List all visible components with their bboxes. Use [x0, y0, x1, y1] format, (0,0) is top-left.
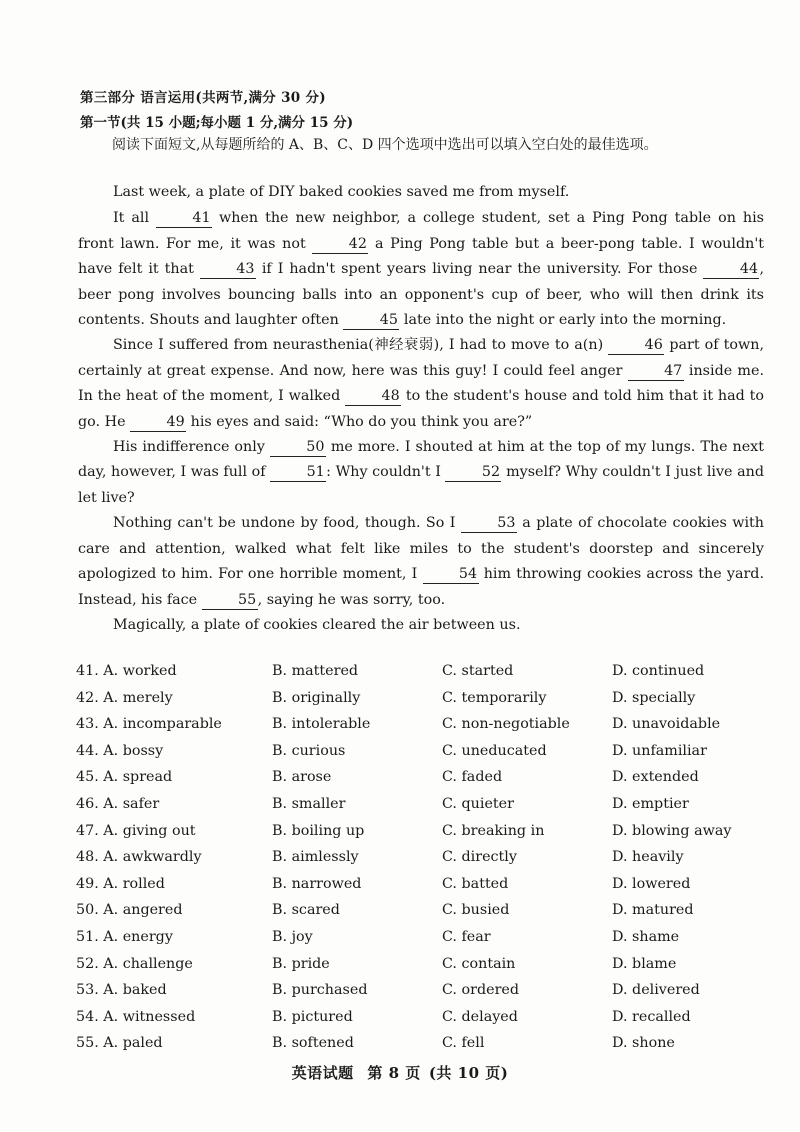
option-a: 42. A. merely: [76, 689, 173, 706]
option-row: [76, 849, 776, 876]
answer-blank[interactable]: 44: [703, 260, 759, 279]
option-b: B. narrowed: [272, 875, 362, 892]
option-d: D. lowered: [612, 875, 691, 892]
option-a: 47. A. giving out: [76, 822, 196, 839]
option-b: B. softened: [272, 1035, 354, 1052]
option-row: [76, 716, 776, 743]
answer-blank[interactable]: 54: [423, 565, 479, 584]
answer-blank[interactable]: 50: [270, 438, 326, 457]
answer-blank[interactable]: 52: [445, 463, 501, 482]
option-a: 41. A. worked: [76, 663, 177, 679]
option-b: B. purchased: [272, 982, 368, 999]
option-row: [76, 690, 776, 717]
footer-total: (共 10 页): [428, 1064, 509, 1082]
option-b: B. mattered: [272, 663, 359, 679]
footer-subject: 英语试题: [291, 1064, 354, 1082]
option-b: B. arose: [272, 769, 332, 786]
option-a: 49. A. rolled: [76, 875, 165, 892]
option-d: D. emptier: [612, 795, 689, 812]
answer-blank[interactable]: 42: [312, 235, 368, 254]
passage-paragraph-1: Last week, a plate of DIY baked cookies saved me from myself.: [113, 184, 570, 200]
passage-text: his eyes and said: “Who do you think you are?”: [186, 413, 533, 430]
option-row: [76, 1009, 776, 1036]
option-b: B. boiling up: [272, 822, 365, 839]
passage-paragraph-3: [78, 333, 764, 435]
option-a: 50. A. angered: [76, 902, 183, 919]
passage-text: late into the night or early into the morning.: [399, 312, 727, 329]
page-footer: [0, 1062, 800, 1083]
option-c: C. ordered: [442, 982, 520, 999]
option-row: [76, 1035, 776, 1062]
passage-text: Since I suffered from neurasthenia(神经衰弱), I had to move to a(n): [113, 337, 609, 354]
option-a: 48. A. awkwardly: [76, 849, 202, 866]
option-b: B. scared: [272, 902, 340, 919]
option-a: 46. A. safer: [76, 795, 160, 812]
passage-text: him throwing cookies across the yard. Instead, his face: [78, 566, 764, 608]
option-a: 51. A. energy: [76, 928, 173, 945]
section-title: 第三部分 语言运用(共两节,满分 30 分): [80, 90, 326, 106]
option-b: B. intolerable: [272, 716, 371, 733]
answer-blank[interactable]: 45: [343, 311, 399, 330]
answer-blank[interactable]: 53: [461, 514, 517, 533]
option-d: D. unavoidable: [612, 716, 721, 733]
option-b: B. pride: [272, 955, 330, 972]
option-row: [76, 796, 776, 823]
option-a: 55. A. paled: [76, 1035, 163, 1052]
option-d: D. matured: [612, 902, 694, 919]
option-c: C. temporarily: [442, 689, 547, 706]
option-row: [76, 823, 776, 850]
option-a: 53. A. baked: [76, 982, 167, 999]
option-d: D. blame: [612, 955, 677, 972]
passage-paragraph-6: Magically, a plate of cookies cleared the air between us.: [113, 616, 521, 633]
option-c: C. contain: [442, 955, 516, 972]
option-c: C. faded: [442, 769, 503, 786]
option-a: 45. A. spread: [76, 769, 173, 786]
passage-text: It all: [113, 210, 157, 227]
option-d: D. shame: [612, 928, 680, 945]
option-row: [76, 982, 776, 1009]
option-c: C. started: [442, 663, 514, 679]
option-a: 54. A. witnessed: [76, 1008, 196, 1025]
footer-page: 第 8 页: [367, 1064, 421, 1082]
option-row: [76, 956, 776, 983]
passage-paragraph-2: [78, 206, 764, 333]
option-b: B. aimlessly: [272, 849, 359, 866]
section-subtitle: 第一节(共 15 小题;每小题 1 分,满分 15 分): [80, 115, 354, 131]
option-row: [76, 743, 776, 770]
passage-text: a Ping Pong table but a beer-pong table. I wouldn't have felt it that: [78, 235, 764, 278]
answer-blank[interactable]: 48: [345, 387, 401, 406]
answer-blank[interactable]: 41: [156, 209, 212, 228]
option-b: B. curious: [272, 742, 346, 759]
option-d: D. heavily: [612, 849, 684, 866]
option-row: [76, 876, 776, 903]
option-d: D. unfamiliar: [612, 742, 707, 759]
passage-text: if I hadn't spent years living near the university. For those: [255, 261, 704, 278]
answer-blank[interactable]: 47: [628, 362, 684, 381]
option-a: 52. A. challenge: [76, 955, 193, 972]
answer-blank[interactable]: 43: [200, 260, 256, 279]
option-d: D. specially: [612, 689, 696, 706]
option-row: [76, 769, 776, 796]
option-c: C. fear: [442, 928, 491, 945]
option-a: 44. A. bossy: [76, 742, 164, 759]
passage-paragraph-4: [78, 435, 764, 511]
option-c: C. quieter: [442, 795, 514, 812]
option-b: B. joy: [272, 928, 313, 945]
passage-text: , saying he was sorry, too.: [257, 591, 446, 608]
option-c: C. delayed: [442, 1008, 518, 1025]
instruction-text: 阅读下面短文,从每题所给的 A、B、C、D 四个选项中选出可以填入空白处的最佳选项。: [112, 137, 658, 153]
passage-text: Nothing can't be undone by food, though. So I: [113, 515, 461, 532]
passage-text: , beer pong involves bouncing balls into an opponent's cup of beer, who will then drink its contents. Shouts and laughter often: [78, 261, 765, 329]
option-d: D. blowing away: [612, 822, 732, 839]
option-c: C. directly: [442, 849, 517, 866]
option-c: C. batted: [442, 875, 509, 892]
answer-blank[interactable]: 55: [202, 591, 258, 610]
passage-text: part of town, certainly at great expense. And now, here was this guy! I could feel anger: [78, 337, 764, 379]
passage-text: myself? Why couldn't I just live and let live?: [78, 464, 764, 506]
option-b: B. originally: [272, 689, 361, 706]
option-d: D. continued: [612, 663, 705, 679]
option-b: B. pictured: [272, 1008, 353, 1025]
option-b: B. smaller: [272, 795, 346, 812]
passage-text: His indifference only: [113, 439, 270, 456]
passage-text: to the student's house and told him that it had to go. He: [78, 388, 764, 430]
option-row: [76, 902, 776, 929]
option-d: D. delivered: [612, 982, 700, 999]
option-c: C. breaking in: [442, 822, 545, 839]
option-d: D. recalled: [612, 1008, 691, 1025]
answer-blank[interactable]: 49: [130, 413, 186, 432]
option-d: D. extended: [612, 769, 699, 786]
passage-paragraph-5: [78, 511, 764, 613]
option-row: [76, 663, 776, 690]
passage-text: a plate of chocolate cookies with care and attention, walked what felt like miles to the student's doorstep and sincerely apologized to him. For one horrible moment, I: [78, 515, 764, 583]
option-c: C. fell: [442, 1035, 485, 1052]
option-c: C. uneducated: [442, 742, 547, 759]
reading-passage: [78, 180, 764, 638]
option-c: C. non-negotiable: [442, 716, 570, 733]
options-list: [76, 663, 776, 1062]
option-row: [76, 929, 776, 956]
option-a: 43. A. incomparable: [76, 716, 222, 733]
passage-text: inside me. In the heat of the moment, I walked: [78, 362, 764, 405]
passage-text: when the new neighbor, a college student, set a Ping Pong table on his front lawn. For me, it was not: [78, 210, 765, 252]
option-c: C. busied: [442, 902, 510, 919]
answer-blank[interactable]: 51: [270, 463, 326, 482]
answer-blank[interactable]: 46: [608, 336, 664, 355]
passage-text: : Why couldn't I: [326, 464, 446, 481]
option-d: D. shone: [612, 1035, 675, 1052]
passage-text: me more. I shouted at him at the top of my lungs. The next day, however, I was full of: [78, 439, 764, 481]
